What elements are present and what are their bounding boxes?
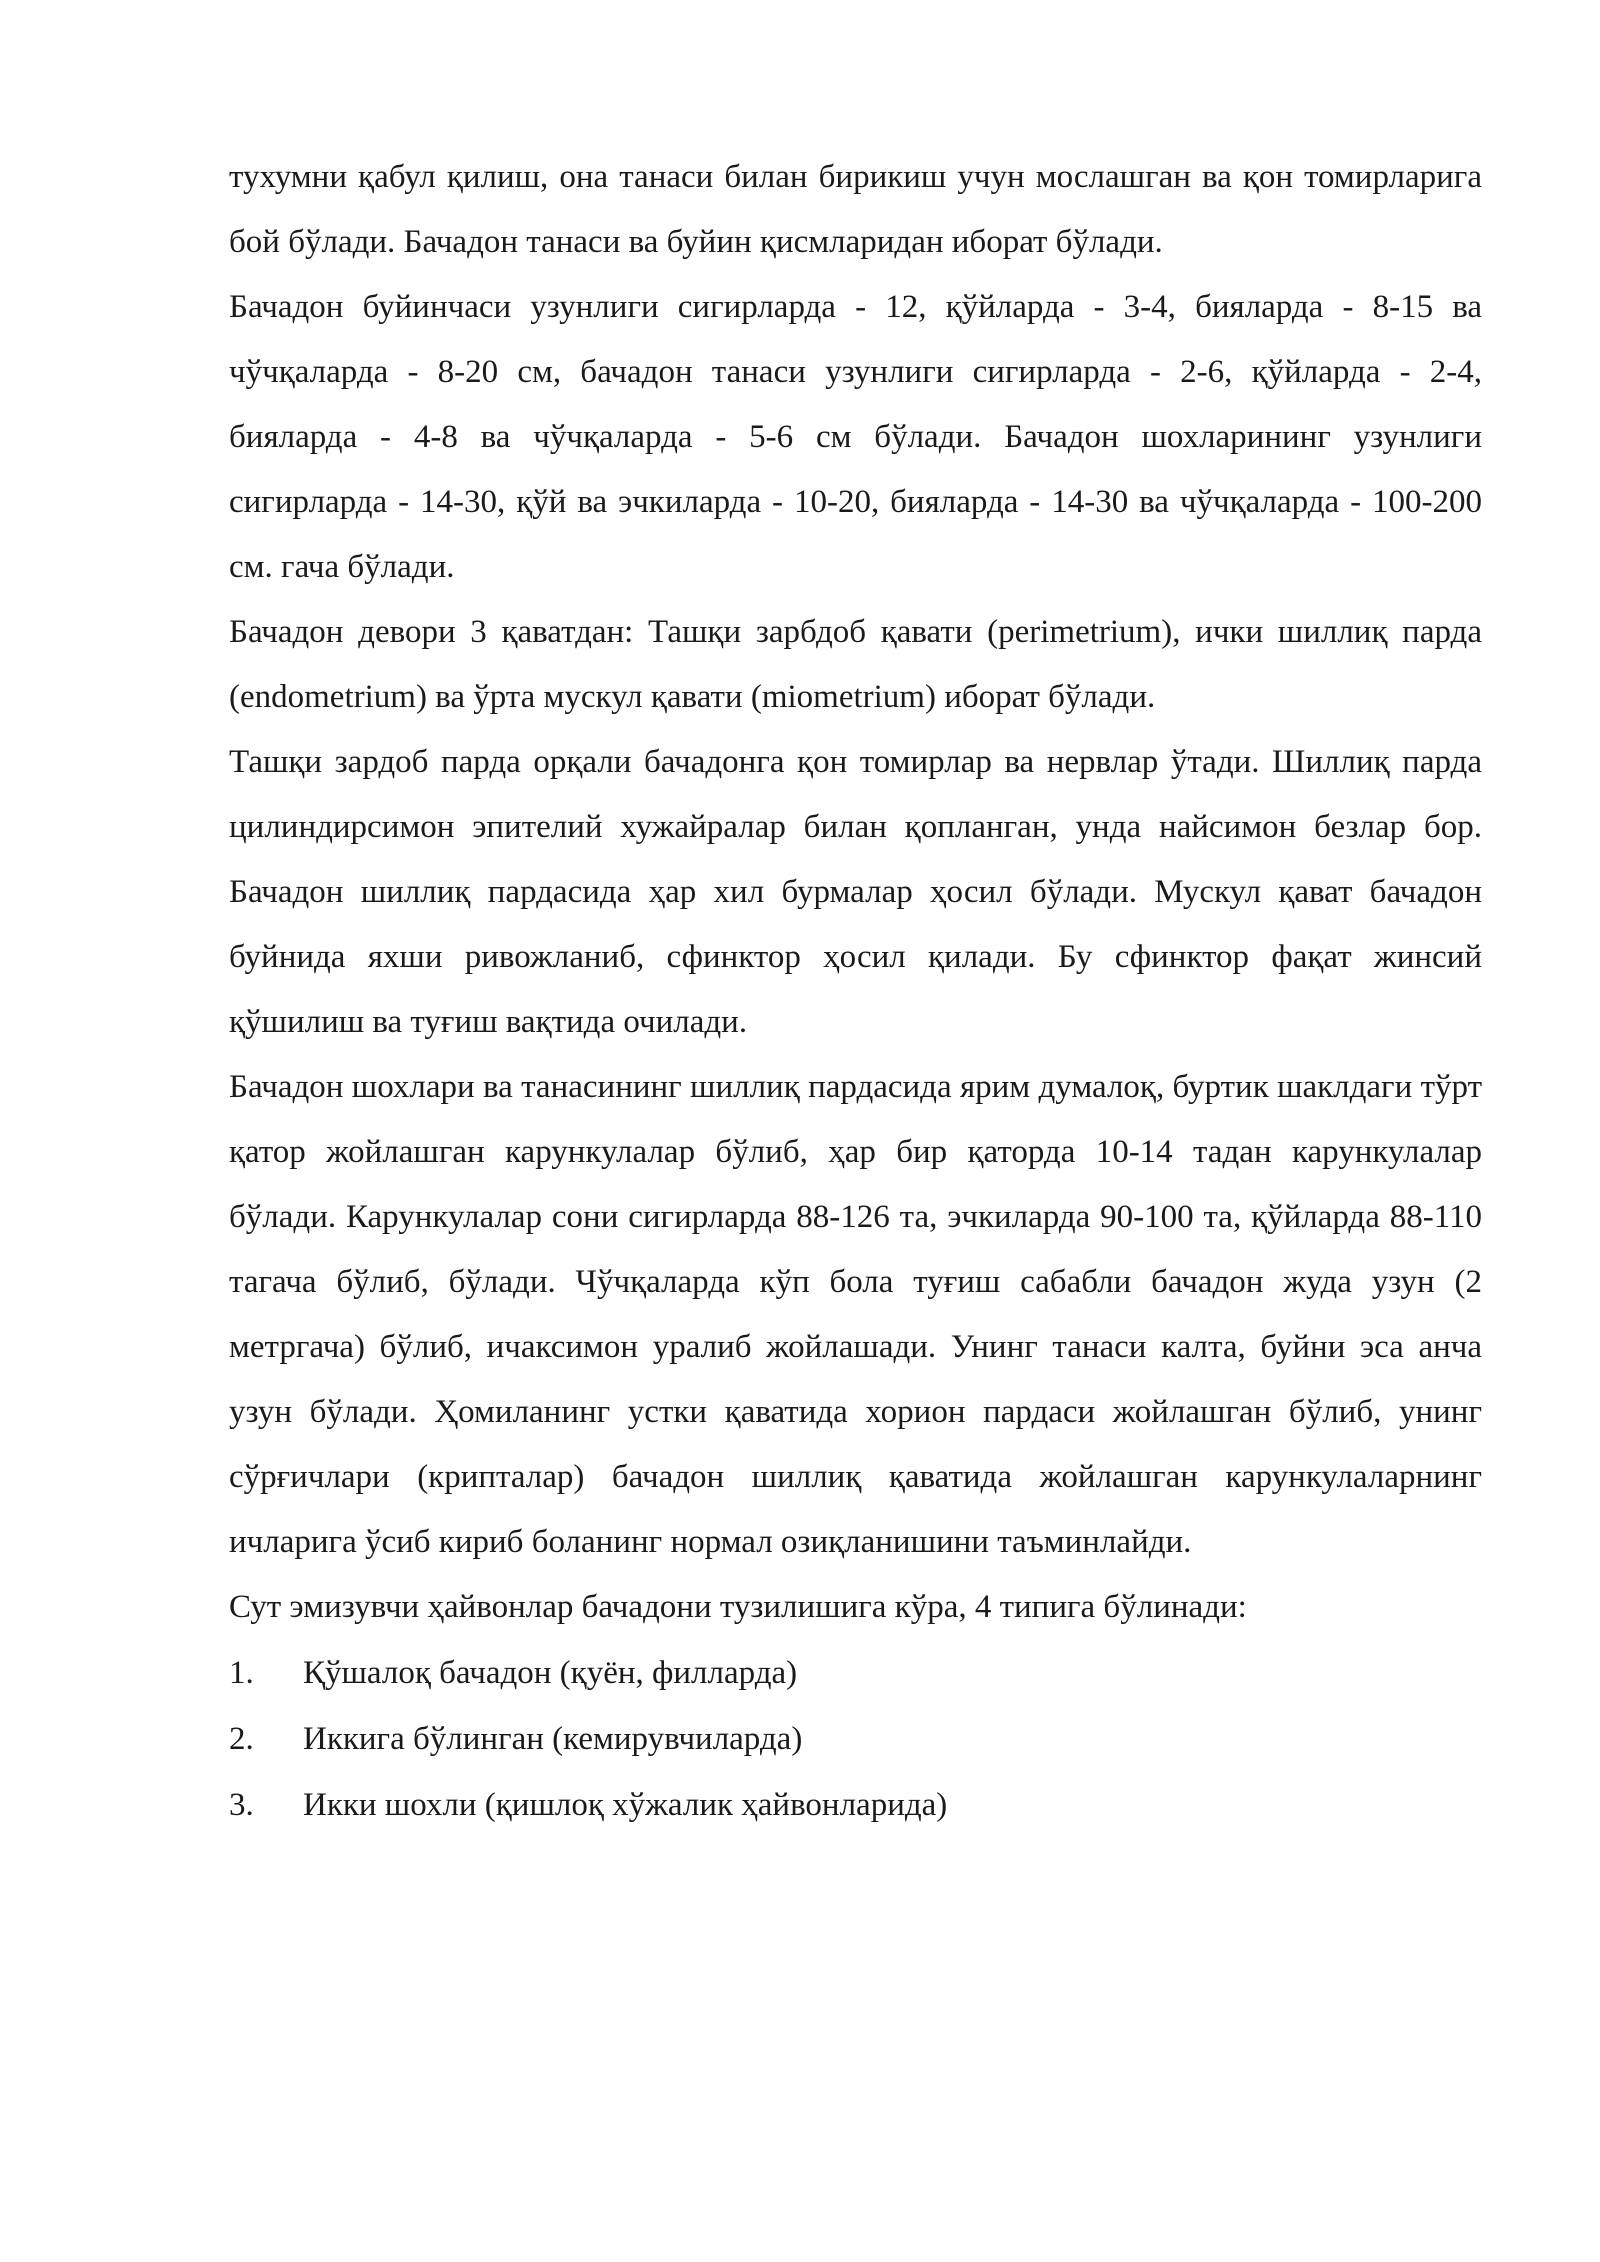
- list-item-number: 2.: [229, 1721, 254, 1757]
- paragraph-caruncles: Бачадон шохлари ва танасининг шиллиқ пардасида ярим думалоқ, буртик шаклдаги тўрт қатор жойлашган карункулалар бўлиб, ҳар бир қаторда 10-14 тадан карункулалар бўлади. Карункулалар сони сигирларда 88-126 та, эчкиларда 90-100 та, қўйларда 88-110 тагача бўлиб, бўлади. Чўчқаларда кўп бола туғиш сабабли бачадон жуда узун (2 метргача) бўлиб, ичаксимон уралиб жойлашади. Унинг танаси калта, буйни эса анча узун бўлади. Ҳомиланинг устки қаватида хорион пардаси жойлашган бўлиб, унинг сўрғичлари (крипталар) бачадон шиллиқ қаватида жойлашган карункулаларнинг ичларига ўсиб кириб боланинг нормал озиқланишини таъминлайди.: [229, 1069, 1482, 1560]
- list-item-text: Икки шохли (қишлоқ хўжалик ҳайвонларида): [303, 1787, 948, 1823]
- paragraph-uterus-wall-layers: Бачадон девори 3 қаватдан: Ташқи зарбдоб қавати (perimetrium), ички шиллиқ парда (endometrium) ва ўрта мускул қавати (miometrium) иборат бўлади.: [229, 614, 1482, 715]
- list-item: [229, 1640, 1482, 1706]
- list-item: [229, 1772, 1482, 1838]
- uterus-types-list: [229, 1640, 1482, 1838]
- paragraph-serous-mucous-membranes: Ташқи зардоб парда орқали бачадонга қон томирлар ва нервлар ўтади. Шиллиқ парда цилиндирсимон эпителий хужайралар билан қопланган, унда найсимон безлар бор. Бачадон шиллиқ пардасида ҳар хил бурмалар ҳосил бўлади. Мускул қават бачадон буйнида яхши ривожланиб, сфинктор ҳосил қилади. Бу сфинктор фақат жинсий қўшилиш ва туғиш вақтида очилади.: [229, 744, 1482, 1040]
- list-item-text: Қўшалоқ бачадон (қуён, филларда): [303, 1655, 798, 1691]
- list-item-text: Иккига бўлинган (кемирувчиларда): [303, 1721, 803, 1757]
- paragraph-uterus-intro: тухумни қабул қилиш, она танаси билан бирикиш учун мослашган ва қон томирларига бой бўлади. Бачадон танаси ва буйин қисмларидан иборат бўлади.: [229, 159, 1482, 260]
- document-body: [229, 145, 1482, 1838]
- paragraph-uterus-dimensions: Бачадон буйинчаси узунлиги сигирларда - 12, қўйларда - 3-4, бияларда - 8-15 ва чўчқаларда - 8-20 см, бачадон танаси узунлиги сигирларда - 2-6, қўйларда - 2-4, бияларда - 4-8 ва чўчқаларда - 5-6 см бўлади. Бачадон шохларининг узунлиги сигирларда - 14-30, қўй ва эчкиларда - 10-20, бияларда - 14-30 ва чўчқаларда - 100-200 см. гача бўлади.: [229, 289, 1482, 585]
- paragraph-uterus-types-intro: Сут эмизувчи ҳайвонлар бачадони тузилишига кўра, 4 типига бўлинади:: [229, 1589, 1247, 1625]
- list-item: [229, 1706, 1482, 1772]
- list-item-number: 3.: [229, 1787, 254, 1823]
- list-item-number: 1.: [229, 1655, 254, 1691]
